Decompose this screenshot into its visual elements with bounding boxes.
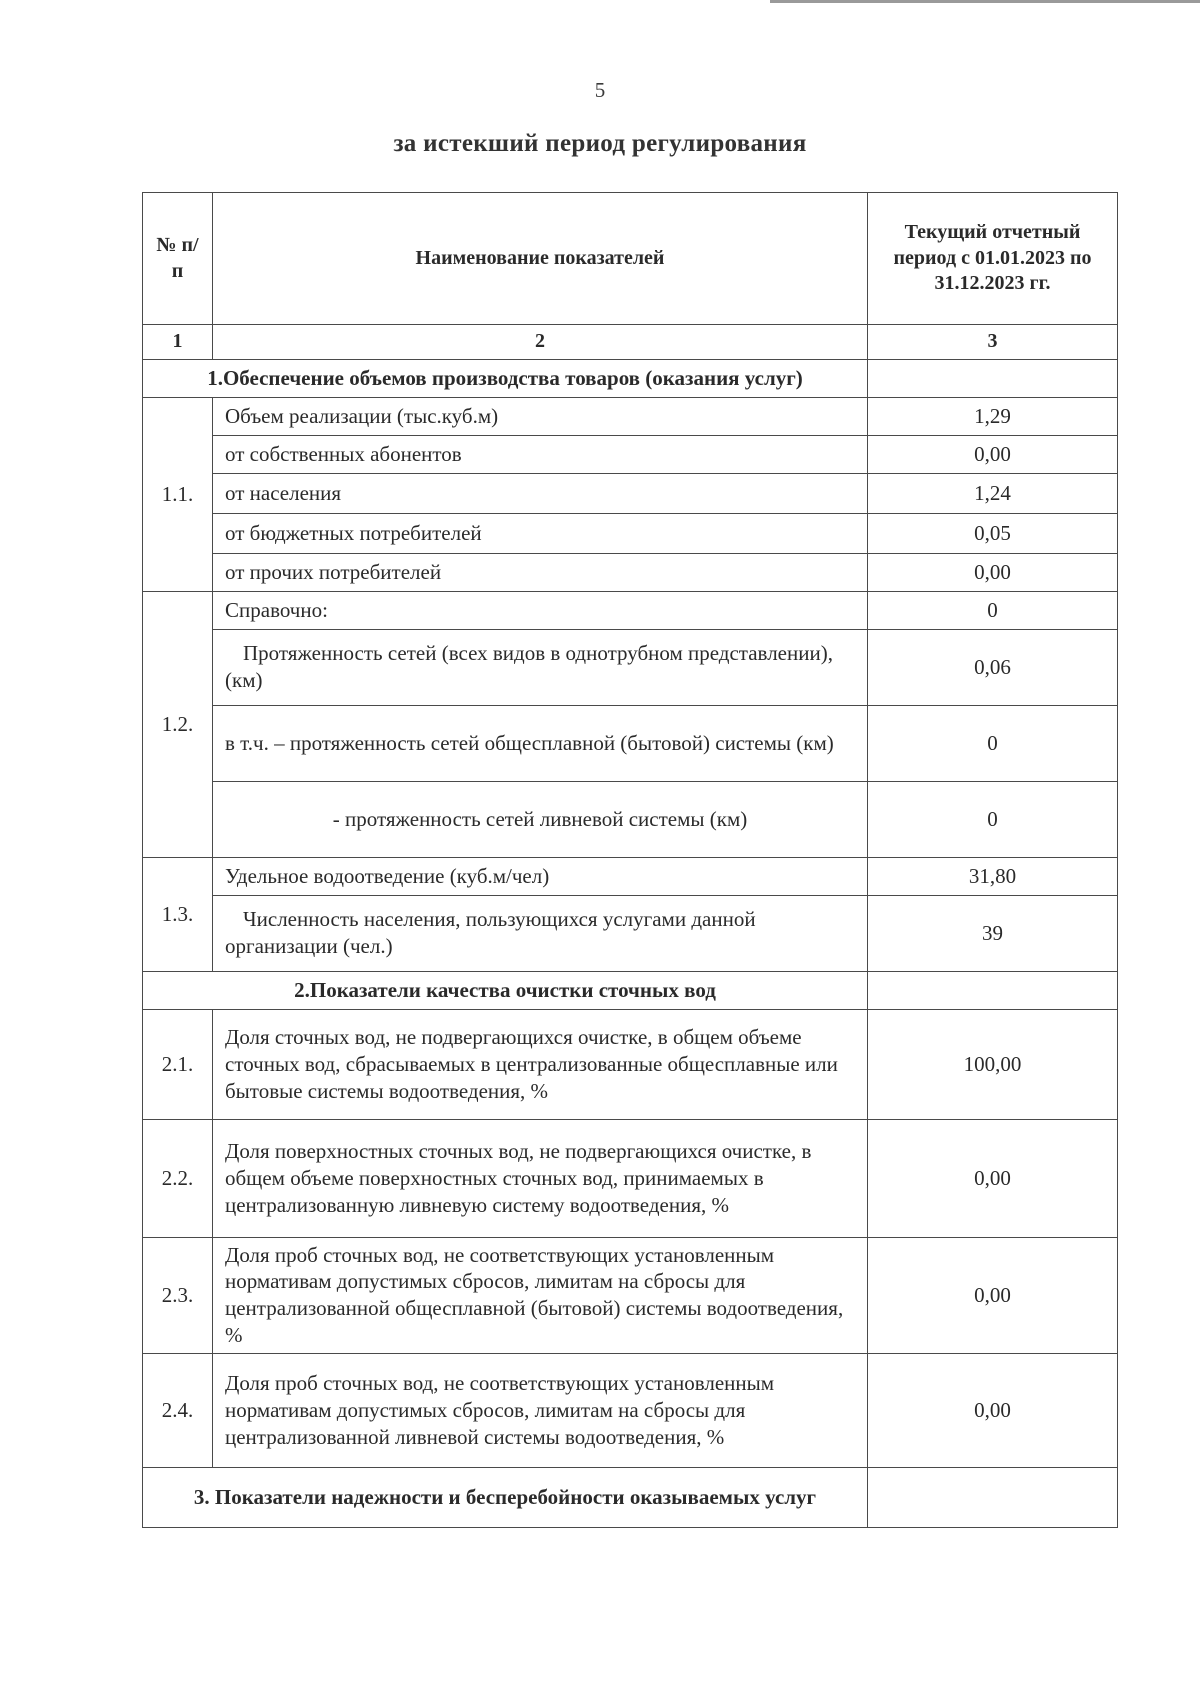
indicator-value: 0,06	[868, 629, 1118, 705]
header-num: № п/п	[143, 193, 213, 325]
indicator-value: 0	[868, 705, 1118, 781]
indicator-value: 39	[868, 895, 1118, 971]
table-row	[143, 629, 1118, 705]
indicator-value: 31,80	[868, 857, 1118, 895]
indicator-name: в т.ч. – протяженность сетей общесплавной (бытовой) системы (км)	[213, 705, 868, 781]
scan-edge-line	[770, 0, 1200, 3]
row-number: 1.3.	[143, 857, 213, 971]
table-row	[143, 857, 1118, 895]
table-row	[143, 781, 1118, 857]
indicator-value: 0,00	[868, 435, 1118, 473]
indicator-name: - протяженность сетей ливневой системы (км)	[213, 781, 868, 857]
column-number: 2	[213, 325, 868, 360]
table-row	[143, 435, 1118, 473]
table-row	[143, 895, 1118, 971]
section-row	[143, 1468, 1118, 1528]
page-number: 5	[594, 78, 606, 102]
row-number: 2.4.	[143, 1354, 213, 1468]
section-heading: 3. Показатели надежности и бесперебойности оказываемых услуг	[143, 1468, 868, 1528]
indicator-name: Удельное водоотведение (куб.м/чел)	[213, 857, 868, 895]
document-title: за истекший период регулирования	[393, 130, 807, 157]
indicator-name: от бюджетных потребителей	[213, 513, 868, 553]
header-name: Наименование показателей	[213, 193, 868, 325]
indicator-value: 0	[868, 781, 1118, 857]
indicator-name: Протяженность сетей (всех видов в однотрубном представлении), (км)	[213, 629, 868, 705]
indicator-name: от собственных абонентов	[213, 435, 868, 473]
section-heading: 1.Обеспечение объемов производства товаров (оказания услуг)	[143, 359, 868, 397]
table-row	[143, 1009, 1118, 1119]
header-period: Текущий отчетный период с 01.01.2023 по 31.12.2023 гг.	[868, 193, 1118, 325]
indicator-name: Справочно:	[213, 591, 868, 629]
indicator-value: 0,05	[868, 513, 1118, 553]
indicator-value: 0,00	[868, 1119, 1118, 1237]
table-row	[143, 397, 1118, 435]
indicator-name: Доля проб сточных вод, не соответствующих установленным нормативам допустимых сбросов, лимитам на сбросы для централизованной ливневой системы водоотведения, %	[213, 1354, 868, 1468]
indicator-name: от населения	[213, 473, 868, 513]
table-row	[143, 705, 1118, 781]
indicator-value: 1,29	[868, 397, 1118, 435]
indicator-name: от прочих потребителей	[213, 553, 868, 591]
section-row	[143, 971, 1118, 1009]
table-header-row	[143, 193, 1118, 325]
table-row	[143, 513, 1118, 553]
row-number: 2.2.	[143, 1119, 213, 1237]
column-number: 1	[143, 325, 213, 360]
row-number: 2.3.	[143, 1237, 213, 1354]
column-numbers-row	[143, 325, 1118, 360]
table-row	[143, 1237, 1118, 1354]
indicator-name: Численность населения, пользующихся услугами данной организации (чел.)	[213, 895, 868, 971]
row-number: 2.1.	[143, 1009, 213, 1119]
indicator-name: Доля сточных вод, не подвергающихся очистке, в общем объеме сточных вод, сбрасываемых в централизованные общесплавные или бытовые системы водоотведения, %	[213, 1009, 868, 1119]
indicator-value: 100,00	[868, 1009, 1118, 1119]
table-row	[143, 473, 1118, 513]
indicator-value: 0,00	[868, 1354, 1118, 1468]
indicator-value: 0,00	[868, 553, 1118, 591]
indicator-value: 0,00	[868, 1237, 1118, 1354]
table-row	[143, 553, 1118, 591]
table-row	[143, 1354, 1118, 1468]
indicator-name: Доля проб сточных вод, не соответствующих установленным нормативам допустимых сбросов, лимитам на сбросы для централизованной общесплавной (бытовой) системы водоотведения, %	[213, 1237, 868, 1354]
table-row	[143, 1119, 1118, 1237]
indicator-value: 1,24	[868, 473, 1118, 513]
section-row	[143, 359, 1118, 397]
table-row	[143, 591, 1118, 629]
row-number: 1.1.	[143, 397, 213, 591]
section-heading: 2.Показатели качества очистки сточных вод	[143, 971, 868, 1009]
indicator-name: Объем реализации (тыс.куб.м)	[213, 397, 868, 435]
indicator-value: 0	[868, 591, 1118, 629]
indicators-table	[142, 192, 1118, 1528]
row-number: 1.2.	[143, 591, 213, 857]
indicator-name: Доля поверхностных сточных вод, не подвергающихся очистке, в общем объеме поверхностных сточных вод, принимаемых в централизованную ливневую систему водоотведения, %	[213, 1119, 868, 1237]
column-number: 3	[868, 325, 1118, 360]
